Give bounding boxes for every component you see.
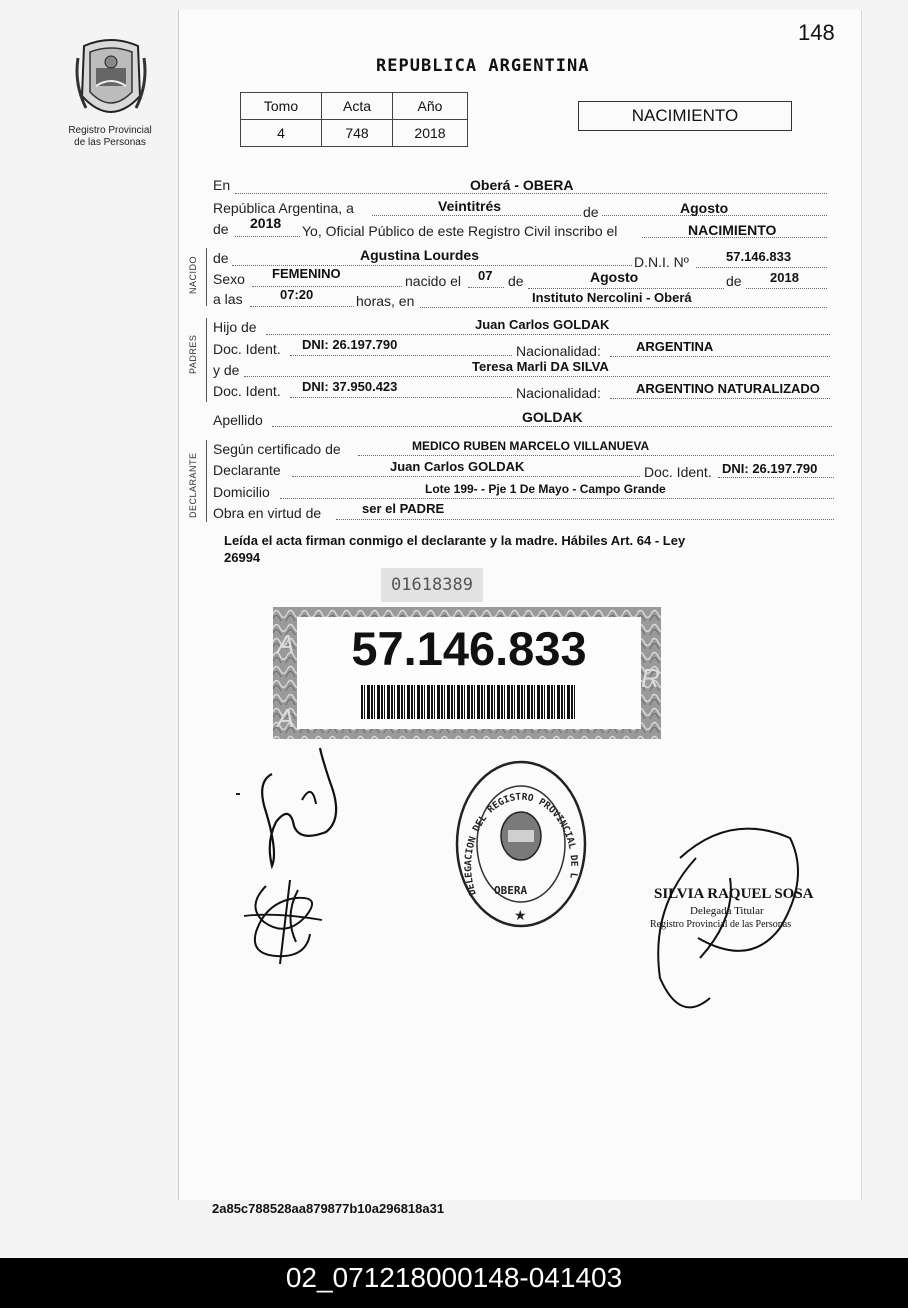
dni-label: D.N.I. Nº (634, 254, 689, 270)
child-name-value: Agustina Lourdes (360, 247, 480, 263)
document-hash: 2a85c788528aa879877b10a296818a31 (212, 1201, 445, 1216)
nacido-de-label: de (213, 250, 229, 266)
domicilio-label: Domicilio (213, 484, 270, 500)
child-dni-value: 57.146.833 (726, 249, 792, 264)
birth-place-value: Instituto Nercolini - Oberá (532, 290, 692, 305)
father-nationality-label: Nacionalidad: (516, 343, 601, 359)
official-seal (450, 752, 592, 932)
dni-sticker-number: 57.146.833 (351, 622, 587, 675)
mother-name-value: Teresa Marli DA SILVA (472, 359, 609, 374)
y-de-label: y de (213, 362, 240, 378)
registry-header-tomo: Tomo (241, 93, 322, 120)
seal-icon (450, 752, 592, 932)
serial-number: 01618389 (381, 568, 483, 602)
apellido-label: Apellido (213, 412, 263, 428)
father-doc-label: Doc. Ident. (213, 341, 281, 357)
apellido-value: GOLDAK (522, 409, 583, 425)
document-title: REPUBLICA ARGENTINA (376, 56, 590, 76)
a-las-label: a las (213, 291, 243, 307)
closing-line1: Leída el acta firman conmigo el declarante y la madre. Hábiles Art. 64 - Ley (224, 533, 686, 548)
nacido-section-label: NACIDO (188, 255, 198, 294)
mother-nationality-label: Nacionalidad: (516, 385, 601, 401)
barcode-icon (361, 685, 577, 719)
en-label: En (213, 177, 231, 193)
registry-value-tomo: 4 (241, 120, 322, 147)
sexo-label: Sexo (213, 271, 245, 287)
mother-signature-icon (236, 876, 332, 966)
padres-section-label: PADRES (188, 334, 198, 374)
registry-value-ano: 2018 (393, 120, 468, 147)
mother-doc-label: Doc. Ident. (213, 383, 281, 399)
obra-label: Obra en virtud de (213, 505, 322, 521)
month-value: Agosto (680, 200, 729, 216)
official-name: SILVIA RAQUEL SOSA (654, 886, 814, 902)
declarante-value: Juan Carlos GOLDAK (390, 459, 525, 474)
svg-text:★: ★ (514, 907, 527, 923)
logo-caption-line2: de las Personas (74, 137, 146, 148)
svg-text:A: A (277, 703, 295, 733)
birth-de2-label: de (726, 273, 742, 289)
seal-ring-text: DELEGACION DEL REGISTRO PROVINCIAL DE L (463, 791, 580, 897)
birth-year-value: 2018 (770, 270, 799, 285)
republica-label: República Argentina, a (213, 200, 354, 216)
svg-text:A: A (277, 629, 295, 659)
emblem-icon (74, 38, 148, 122)
province-emblem (74, 38, 148, 122)
birth-month-value: Agosto (590, 269, 639, 285)
oficial-text: Yo, Oficial Público de este Registro Civil inscribo el (302, 223, 618, 239)
official-signature-icon (640, 818, 810, 1018)
de2-label: de (213, 221, 229, 237)
closing-line2: 26994 (224, 550, 261, 565)
official-role: Delegada Titular (690, 905, 764, 917)
time-value: 07:20 (280, 287, 314, 302)
registry-header-row (241, 93, 468, 120)
footer-code: 02_071218000148-041403 (285, 1262, 623, 1293)
registry-header-acta: Acta (322, 93, 393, 120)
registry-header-ano: Año (393, 93, 468, 120)
year-value: 2018 (250, 215, 282, 231)
day-value: Veintitrés (438, 198, 502, 214)
sexo-value: FEMENINO (272, 266, 341, 281)
horas-label: horas, en (356, 293, 415, 309)
inscription-value: NACIMIENTO (688, 222, 777, 238)
obra-value: ser el PADRE (362, 501, 445, 516)
de-label: de (583, 204, 599, 220)
declarante-section-label: DECLARANTE (188, 452, 198, 518)
dni-sticker (273, 607, 661, 739)
declarante-label: Declarante (213, 462, 281, 478)
official-office: Registro Provincial de las Personas (650, 919, 792, 930)
nacido-el-label: nacido el (405, 273, 462, 289)
seal-city: OBERA (494, 884, 528, 897)
domicilio-value: Lote 199- - Pje 1 De Mayo - Campo Grande (425, 482, 666, 496)
svg-text:R: R (641, 663, 660, 693)
father-nationality-value: ARGENTINA (636, 339, 714, 354)
certificado-label: Según certificado de (213, 441, 341, 457)
declarant-signature-icon (232, 742, 352, 872)
document-type-box: NACIMIENTO (578, 101, 792, 131)
mother-nationality-value: ARGENTINO NATURALIZADO (636, 381, 820, 396)
logo-caption-line1: Registro Provincial (68, 125, 152, 136)
page-number: 148 (798, 20, 835, 45)
birth-day-value: 07 (478, 268, 493, 283)
declarante-doc-label: Doc. Ident. (644, 464, 712, 480)
footer-bar (0, 1258, 908, 1308)
registry-value-row (241, 120, 468, 147)
father-name-value: Juan Carlos GOLDAK (475, 317, 610, 332)
birth-de-label: de (508, 273, 524, 289)
registry-table (240, 92, 468, 147)
declarante-doc-value: DNI: 26.197.790 (722, 461, 818, 476)
registry-value-acta: 748 (322, 120, 393, 147)
mother-doc-value: DNI: 37.950.423 (302, 379, 398, 394)
hijo-de-label: Hijo de (213, 319, 257, 335)
father-doc-value: DNI: 26.197.790 (302, 337, 398, 352)
en-value: Oberá - OBERA (470, 177, 574, 193)
certificado-value: MEDICO RUBEN MARCELO VILLANUEVA (412, 439, 650, 453)
